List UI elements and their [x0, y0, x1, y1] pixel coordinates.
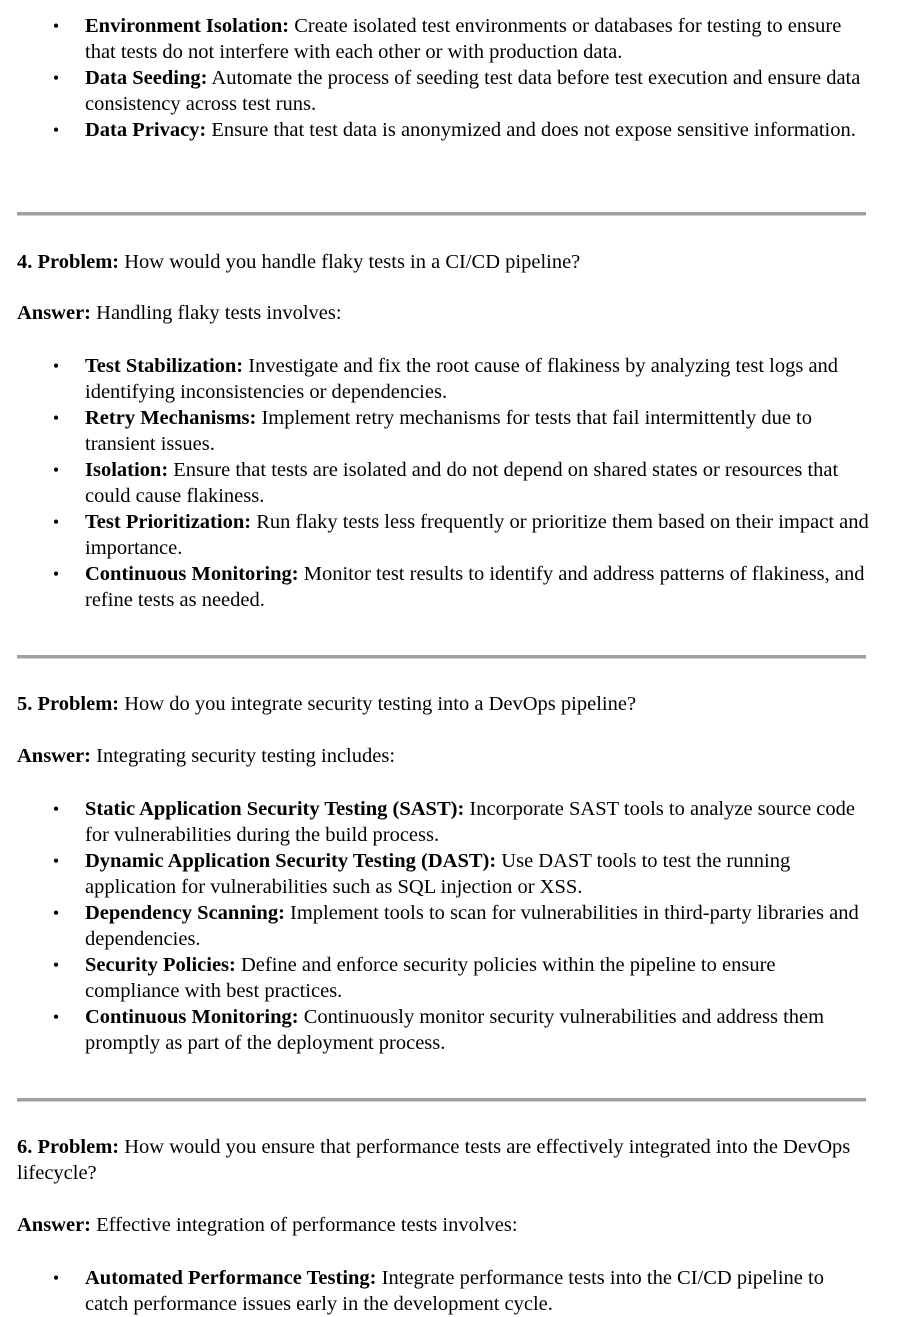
- list-item-term: Dynamic Application Security Testing (DAST):: [85, 850, 497, 872]
- list-item: [0, 65, 880, 117]
- bullet-icon: •: [52, 512, 60, 532]
- list-item-text: Ensure that tests are isolated and do not depend on shared states or resources that could cause flakiness.: [85, 459, 839, 507]
- problem-text: How would you handle flaky tests in a CI/CD pipeline?: [119, 251, 581, 273]
- problem-5: [17, 691, 877, 717]
- bullet-icon: •: [52, 1007, 60, 1027]
- bullet-icon: •: [52, 903, 60, 923]
- problem-6: [17, 1134, 877, 1186]
- problem-label: 6. Problem:: [17, 1136, 120, 1158]
- list-item-text: Continuously monitor security vulnerabilities and address them promptly as part of the deployment process.: [85, 1006, 825, 1054]
- bullet-icon: •: [52, 16, 60, 36]
- list-item-text: Define and enforce security policies within the pipeline to ensure compliance with best practices.: [85, 954, 776, 1002]
- bullet-icon: •: [52, 408, 60, 428]
- list-item-term: Isolation:: [85, 459, 169, 481]
- list-item-text: Implement tools to scan for vulnerabilities in third-party libraries and dependencies.: [85, 902, 859, 950]
- section5-bullet-list: [0, 796, 880, 1056]
- list-item-term: Environment Isolation:: [85, 15, 290, 37]
- list-item-text: Implement retry mechanisms for tests that fail intermittently due to transient issues.: [85, 407, 812, 455]
- list-item: [0, 952, 880, 1004]
- bullet-icon: •: [52, 851, 60, 871]
- list-item: [0, 13, 880, 65]
- bullet-icon: •: [52, 68, 60, 88]
- list-item: [0, 353, 880, 405]
- list-item-text: Automate the process of seeding test data before test execution and ensure data consistency across test runs.: [85, 67, 861, 115]
- answer-label: Answer:: [17, 1214, 92, 1236]
- horizontal-rule: [17, 1098, 866, 1102]
- answer-4: [17, 300, 877, 326]
- bullet-icon: •: [52, 356, 60, 376]
- list-item: [0, 900, 880, 952]
- list-item: [0, 848, 880, 900]
- list-item-term: Continuous Monitoring:: [85, 563, 299, 585]
- list-item-term: Static Application Security Testing (SAST):: [85, 798, 465, 820]
- bullet-icon: •: [52, 955, 60, 975]
- bullet-icon: •: [52, 799, 60, 819]
- list-item: [0, 1004, 880, 1056]
- bullet-icon: •: [52, 564, 60, 584]
- list-item: [0, 1265, 880, 1317]
- horizontal-rule: [17, 212, 866, 216]
- bullet-icon: •: [52, 460, 60, 480]
- list-item-term: Automated Performance Testing:: [85, 1267, 377, 1289]
- list-item-text: Monitor test results to identify and address patterns of flakiness, and refine tests as needed.: [85, 563, 865, 611]
- problem-4: [17, 249, 877, 275]
- answer-5: [17, 743, 877, 769]
- section3-bullet-list: [0, 13, 880, 143]
- list-item-term: Test Stabilization:: [85, 355, 244, 377]
- list-item-term: Continuous Monitoring:: [85, 1006, 299, 1028]
- list-item-text: Incorporate SAST tools to analyze source code for vulnerabilities during the build process.: [85, 798, 856, 846]
- list-item-text: Run flaky tests less frequently or prioritize them based on their impact and importance.: [85, 511, 869, 559]
- problem-text: How do you integrate security testing into a DevOps pipeline?: [119, 693, 637, 715]
- list-item-text: Ensure that test data is anonymized and does not expose sensitive information.: [206, 119, 856, 141]
- list-item-term: Test Prioritization:: [85, 511, 252, 533]
- problem-label: 4. Problem:: [17, 251, 120, 273]
- list-item: [0, 561, 880, 613]
- list-item-text: Create isolated test environments or databases for testing to ensure that tests do not interfere with each other or with production data.: [85, 15, 842, 63]
- answer-6: [17, 1212, 877, 1238]
- list-item: [0, 457, 880, 509]
- list-item-term: Retry Mechanisms:: [85, 407, 257, 429]
- list-item: [0, 405, 880, 457]
- answer-text: Handling flaky tests involves:: [91, 302, 342, 324]
- horizontal-rule: [17, 655, 866, 659]
- section6-bullet-list: [0, 1265, 880, 1317]
- list-item-text: Integrate performance tests into the CI/CD pipeline to catch performance issues early in the development cycle.: [85, 1267, 824, 1315]
- answer-text: Integrating security testing includes:: [91, 745, 396, 767]
- answer-text: Effective integration of performance tests involves:: [91, 1214, 518, 1236]
- bullet-icon: •: [52, 1268, 60, 1288]
- list-item: [0, 117, 880, 143]
- list-item-term: Data Seeding:: [85, 67, 208, 89]
- section4-bullet-list: [0, 353, 880, 613]
- problem-text: How would you ensure that performance tests are effectively integrated into the DevOps lifecycle?: [17, 1136, 851, 1184]
- list-item-text: Investigate and fix the root cause of flakiness by analyzing test logs and identifying inconsistencies or dependencies.: [85, 355, 839, 403]
- list-item-text: Use DAST tools to test the running application for vulnerabilities such as SQL injection or XSS.: [85, 850, 791, 898]
- list-item: [0, 509, 880, 561]
- list-item: [0, 796, 880, 848]
- bullet-icon: •: [52, 120, 60, 140]
- list-item-term: Data Privacy:: [85, 119, 207, 141]
- answer-label: Answer:: [17, 745, 92, 767]
- problem-label: 5. Problem:: [17, 693, 120, 715]
- list-item-term: Dependency Scanning:: [85, 902, 285, 924]
- answer-label: Answer:: [17, 302, 92, 324]
- list-item-term: Security Policies:: [85, 954, 236, 976]
